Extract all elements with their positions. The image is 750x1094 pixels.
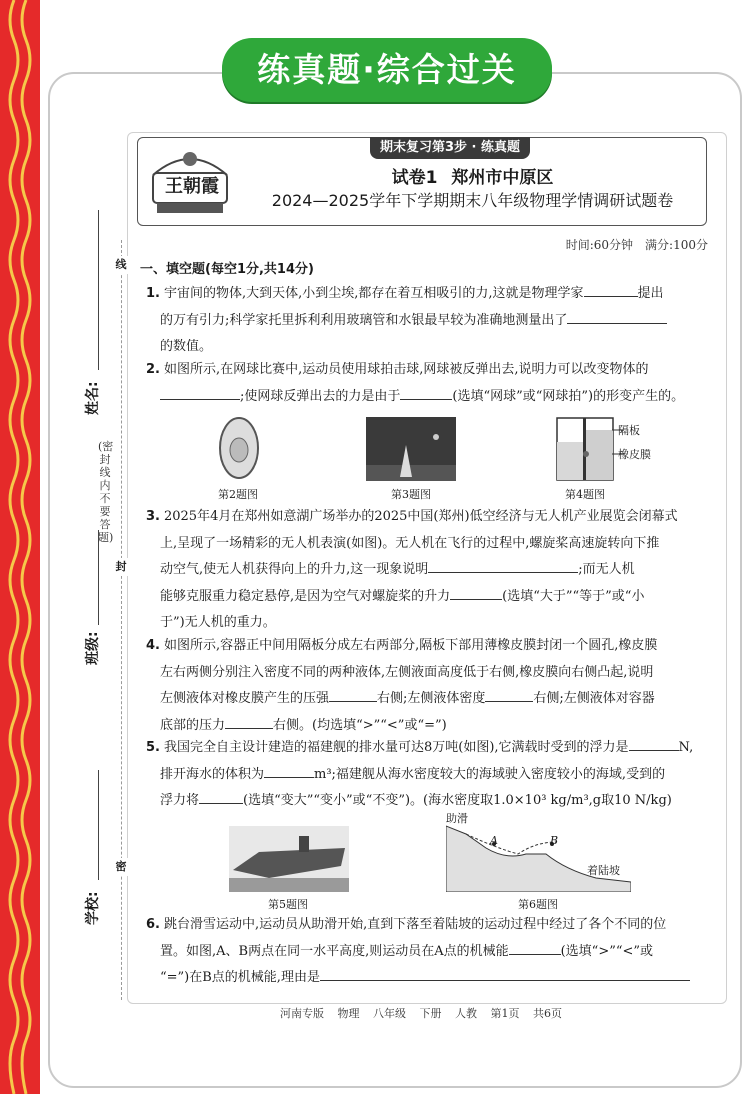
run-in-label: 助滑: [446, 812, 468, 825]
footer-subject: 物理: [337, 1007, 360, 1020]
question-4: [146, 633, 711, 739]
question-text: N,: [678, 740, 694, 755]
question-text: m³;福建舰从海水密度较大的海域驶入密度较小的海域,受到的: [314, 766, 666, 782]
question-text: (选填“大于”“等于”或“小: [502, 588, 645, 604]
question-text: 上,呈现了一场精彩的无人机表演(如图)。无人机在飞行的过程中,螺旋桨高速旋转向下推: [160, 535, 660, 551]
answer-blank[interactable]: [320, 966, 690, 981]
figure-5-caption: 第5题图: [268, 898, 308, 911]
question-text: 的数值。: [160, 339, 213, 354]
paper-region: 郑州市中原区: [451, 168, 554, 188]
footer-publisher: 人教: [455, 1007, 477, 1020]
question-text: 左右两侧分别注入密度不同的两种液体,左侧液面高度低于右侧,橡皮膜向右侧凸起,说明: [160, 664, 654, 680]
question-number: 6.: [146, 917, 160, 932]
seal-mark-mid: 封: [114, 558, 128, 576]
figure-2-caption: 第2题图: [218, 488, 258, 501]
answer-blank[interactable]: [450, 585, 502, 600]
question-text: 右侧;左侧液体密度: [377, 691, 486, 706]
footer-grade: 八年级: [373, 1007, 406, 1020]
question-number: 3.: [146, 509, 160, 524]
drone-show-photo: [366, 417, 456, 481]
question-6: [146, 912, 711, 992]
answer-blank[interactable]: [400, 385, 452, 400]
question-text: 排开海水的体积为: [160, 766, 265, 782]
footer-volume: 下册: [419, 1007, 442, 1020]
question-text: 置。如图,A、B两点在同一水平高度,则运动员在A点的机械能: [160, 943, 509, 959]
answer-blank[interactable]: [428, 558, 578, 573]
question-text: (选填“变大”“变小”或“不变”)。(海水密度取1.0×10³ kg/m³,g取10 N/kg): [243, 793, 672, 808]
question-3: [146, 504, 711, 637]
brand-logo-text: 王朝霞: [165, 176, 219, 197]
question-text: (选填“>”“<”或: [560, 943, 654, 959]
question-text: 浮力将: [160, 793, 200, 808]
question-text: 动空气,使无人机获得向上的升力,这一现象说明: [160, 562, 429, 577]
paper-number: 试卷1: [391, 168, 438, 188]
point-a-label: A: [490, 834, 498, 847]
answer-blank[interactable]: [225, 714, 273, 729]
figure-6-caption: 第6题图: [518, 898, 558, 911]
landing-slope-label: 着陆坡: [587, 864, 620, 877]
ski-jump-figure: [446, 820, 631, 892]
footer-page: 第1页: [490, 1007, 520, 1020]
seal-note: (密封线内不要答题): [98, 440, 114, 544]
school-line[interactable]: [98, 770, 99, 880]
answer-blank[interactable]: [485, 687, 533, 702]
section-title: 一、填空题(每空1分,共14分): [140, 262, 314, 277]
question-text: 宇宙间的物体,大到天体,小到尘埃,都存在着互相吸引的力,这就是物理学家: [163, 286, 584, 301]
time-limit: 时间:60分钟: [565, 238, 634, 252]
question-text: 底部的压力: [160, 717, 226, 733]
answer-blank[interactable]: [629, 736, 679, 751]
question-number: 5.: [146, 740, 160, 755]
seal-dashed-line: [121, 240, 122, 1000]
question-1: [146, 281, 711, 361]
figure-4-caption: 第4题图: [565, 488, 605, 501]
question-number: 4.: [146, 638, 160, 653]
question-text: 右侧。(均选填“>”“<”或“=”): [273, 717, 447, 733]
question-text: 我国完全自主设计建造的福建舰的排水量可达8万吨(如图),它满载时受到的浮力是: [163, 740, 629, 755]
answer-blank[interactable]: [567, 309, 667, 324]
time-and-score: [566, 236, 708, 253]
question-text: 右侧;左侧液体对容器: [533, 691, 655, 706]
answer-blank[interactable]: [264, 763, 314, 778]
question-text: 如图所示,容器正中间用隔板分成左右两部分,隔板下部用薄橡皮膜封闭一个圆孔,橡皮膜: [163, 638, 658, 653]
answer-blank[interactable]: [509, 940, 561, 955]
wave-decoration: [0, 0, 40, 1094]
question-text: (选填“网球”或“网球拍”)的形变产生的。: [452, 388, 685, 404]
seal-mark-top: 线: [114, 256, 128, 274]
answer-blank[interactable]: [329, 687, 377, 702]
question-text: 能够克服重力稳定悬停,是因为空气对螺旋桨的升力: [160, 588, 451, 604]
question-text: 如图所示,在网球比赛中,运动员使用球拍击球,网球被反弹出去,说明力可以改变物体的: [163, 362, 649, 377]
partition-label: 隔板: [618, 424, 640, 437]
figure-3-caption: 第3题图: [391, 488, 431, 501]
question-5: [146, 735, 711, 815]
question-number: 2.: [146, 362, 160, 377]
question-text: 跳台滑雪运动中,运动员从助滑开始,直到下落至着陆坡的运动过程中经过了各个不同的位: [163, 917, 667, 932]
question-text: 提出: [637, 286, 664, 301]
question-number: 1.: [146, 286, 160, 301]
question-2: [146, 357, 711, 410]
full-score: 满分:100分: [645, 238, 708, 252]
class-line[interactable]: [98, 530, 99, 625]
question-text: ;而无人机: [578, 562, 635, 577]
footer-total: 共6页: [533, 1007, 562, 1020]
footer-edition: 河南专版: [280, 1007, 324, 1020]
answer-blank[interactable]: [584, 282, 638, 297]
school-label: 学校:: [85, 891, 101, 925]
review-step-tab: 期末复习第3步 · 练真题: [370, 137, 530, 159]
tennis-racket-figure: [215, 416, 263, 484]
name-line[interactable]: [98, 210, 99, 370]
seal-mark-bottom: 密: [114, 858, 128, 876]
question-text: 于”)无人机的重力。: [160, 615, 276, 630]
left-red-strip: [0, 0, 40, 1094]
class-label: 班级:: [85, 631, 101, 665]
question-text: 的万有引力;科学家托里拆利利用玻璃管和水银最早较为准确地测量出了: [160, 312, 568, 328]
paper-number-title: [240, 163, 705, 188]
question-text: 2025年4月在郑州如意湖广场举办的2025中国(郑州)低空经济与无人机产业展览会闭幕式: [163, 509, 678, 524]
answer-blank[interactable]: [160, 385, 240, 400]
question-text: “=”)在B点的机械能,理由是: [160, 970, 320, 985]
container-partition-figure: [555, 416, 615, 482]
page-footer: [280, 1005, 562, 1021]
section-banner: 练真题·综合过关: [222, 38, 552, 102]
question-text: ;使网球反弹出去的力是由于: [240, 388, 401, 404]
aircraft-carrier-photo: [229, 826, 349, 892]
point-b-label: B: [550, 834, 559, 847]
name-label: 姓名:: [85, 381, 101, 415]
membrane-label: 橡皮膜: [618, 448, 651, 461]
question-text: 左侧液体对橡皮膜产生的压强: [160, 691, 330, 706]
answer-blank[interactable]: [199, 789, 243, 804]
paper-title: 2024—2025学年下学期期末八年级物理学情调研试题卷: [271, 191, 674, 210]
